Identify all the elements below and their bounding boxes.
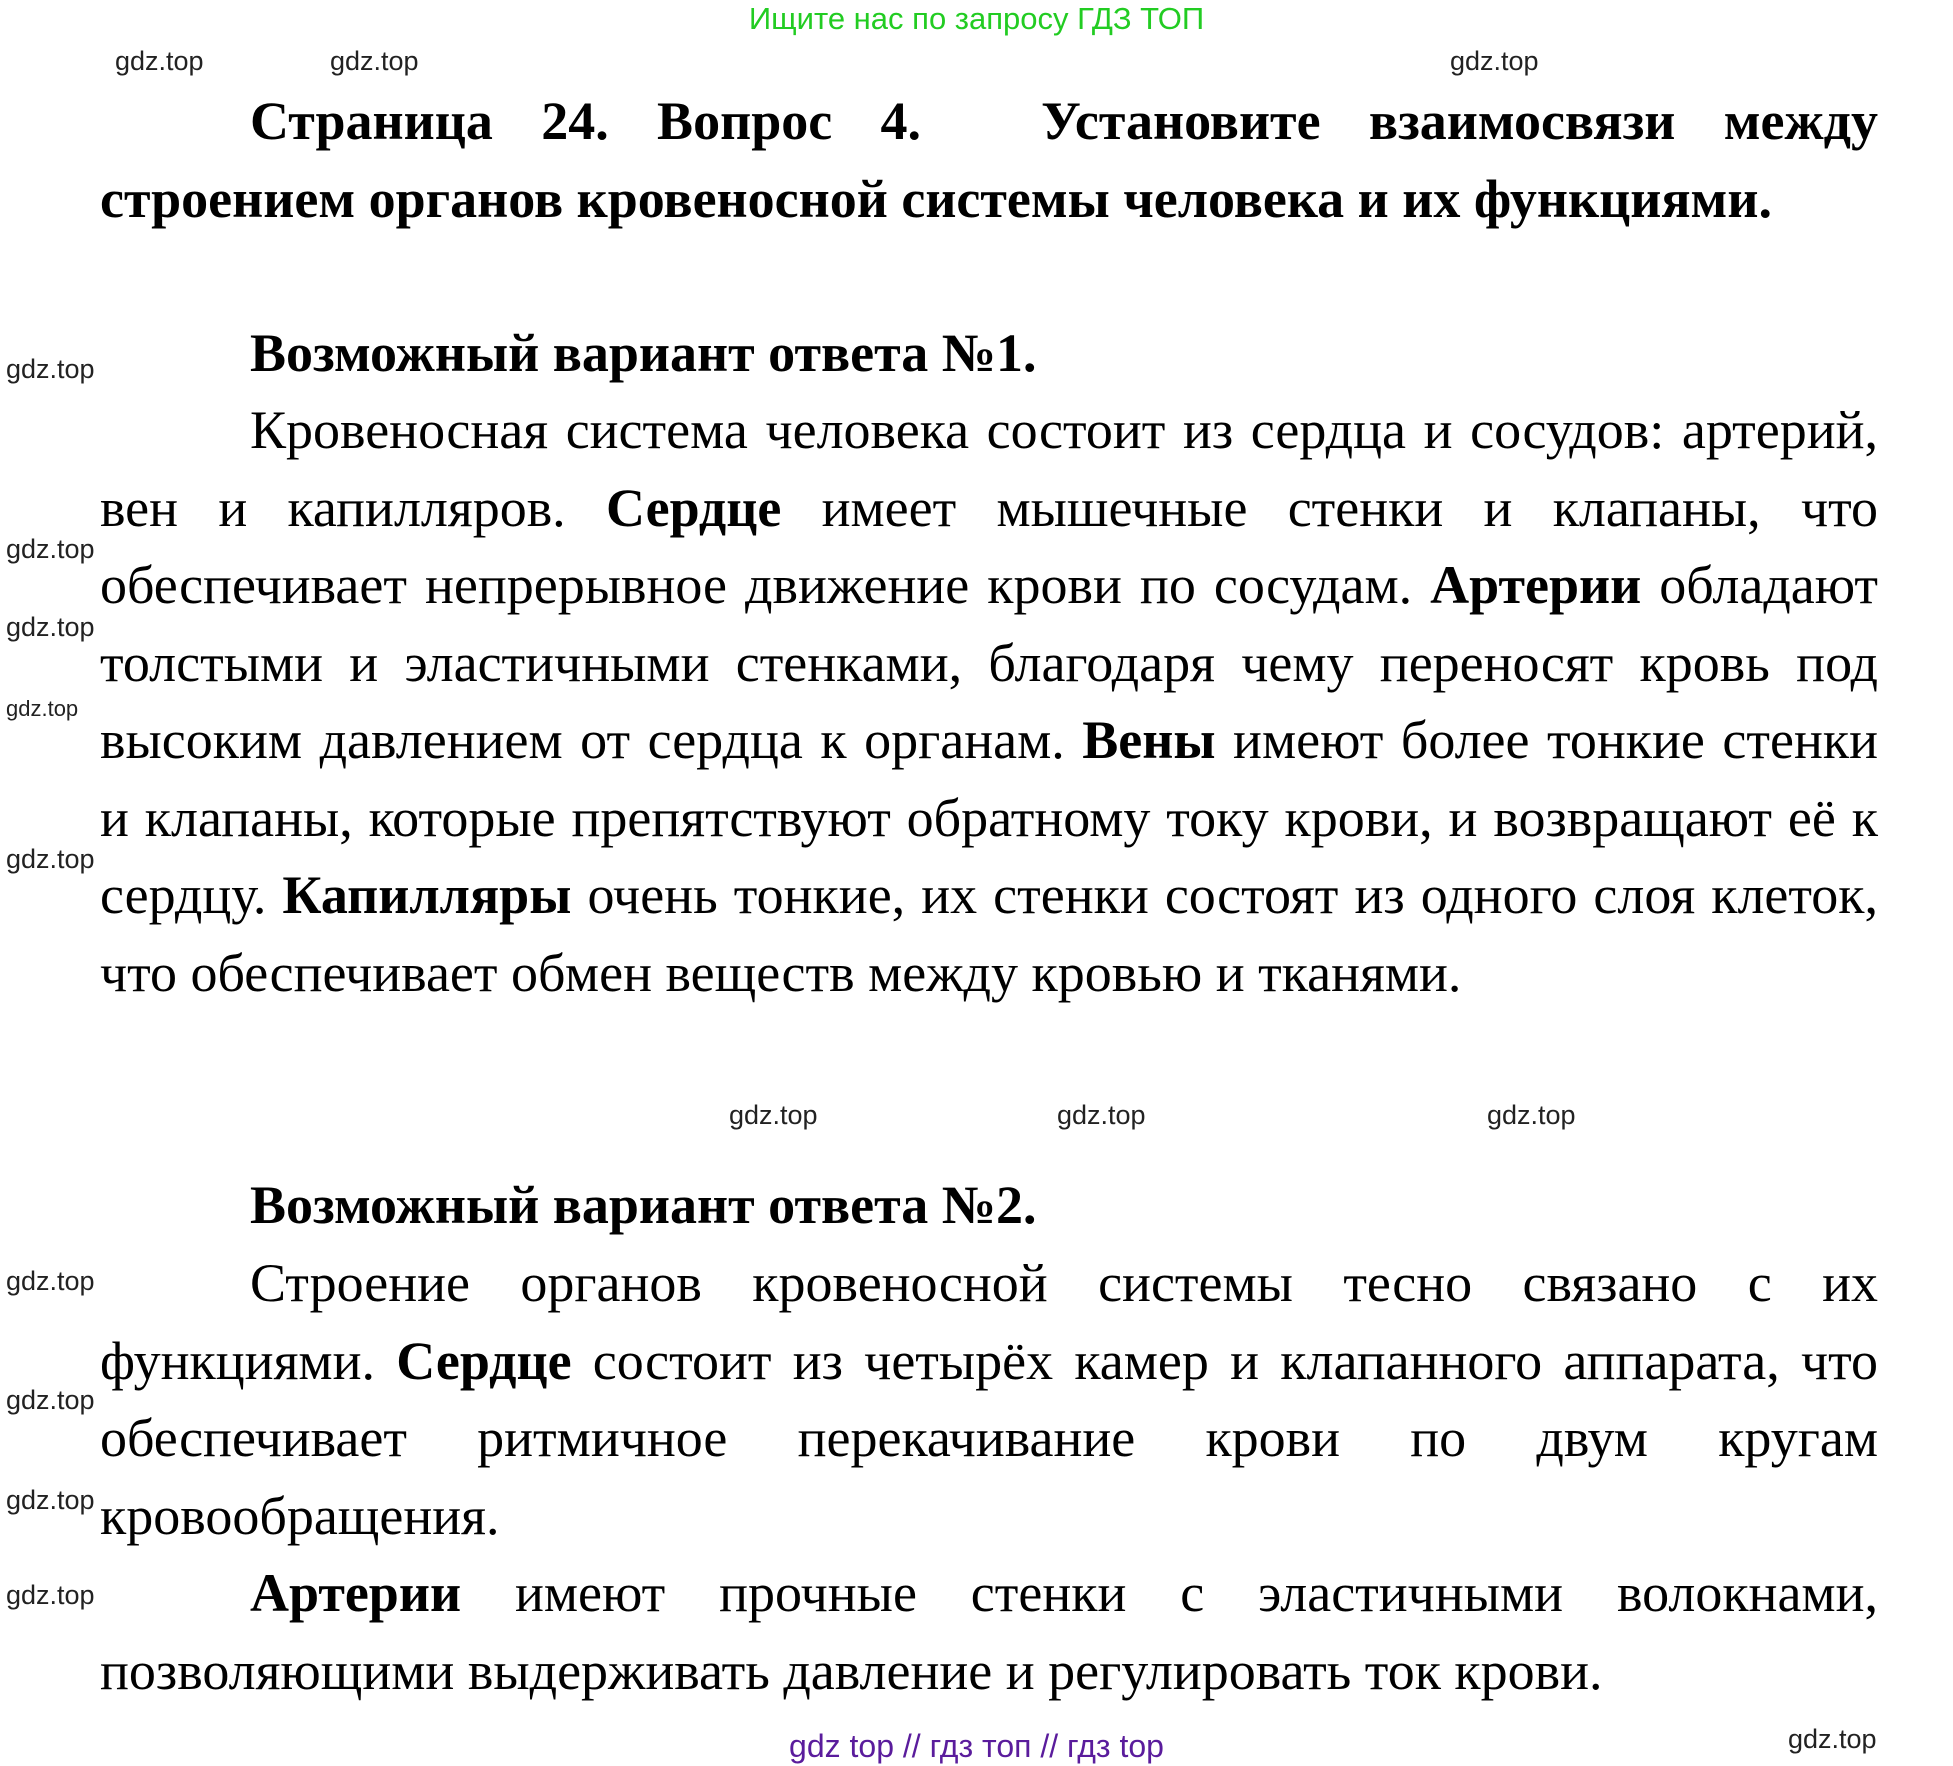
watermark: gdz.top — [330, 46, 419, 76]
answer1-heading: Возможный вариант ответа №1. — [250, 323, 1037, 383]
text: очень тонкие, их стенки состоят из одного слоя клеток, что обеспечивает обмен веществ между кровью и тканями. — [100, 865, 1878, 1003]
text: обладают толстыми и эластичными стенками, благодаря чему переносят кровь под высоким давлением от сердца к органам. — [100, 555, 1878, 770]
watermark: gdz.top — [6, 1485, 95, 1515]
term-heart: Сердце — [605, 477, 782, 538]
watermark: gdz.top — [6, 844, 95, 874]
watermark: gdz.top — [6, 534, 95, 564]
footer-watermark: gdz top // гдз топ // гдз top — [789, 1728, 1164, 1764]
watermark: gdz.top — [6, 1580, 95, 1610]
answer1-paragraph — [100, 392, 1878, 1012]
text: Кровеносная система человека состоит из сердца и сосудов: артерий, вен и капилляров. — [100, 400, 1878, 538]
answer2-heading: Возможный вариант ответа №2. — [250, 1175, 1037, 1235]
watermark: gdz.top — [115, 46, 204, 76]
watermark: gdz.top — [1450, 46, 1539, 76]
watermark: gdz.top — [6, 612, 95, 642]
watermark: gdz.top — [6, 1266, 95, 1296]
text: имеют прочные стенки с эластичными волокнами, позволяющими выдерживать давление и регулировать ток крови. — [100, 1563, 1878, 1701]
search-banner: Ищите нас по запросу ГДЗ ТОП — [748, 1, 1205, 36]
watermark: gdz.top — [6, 354, 95, 384]
watermark: gdz.top — [1788, 1724, 1877, 1754]
text: имеют более тонкие стенки и клапаны, которые препятствуют обратному току крови, и возвращают её к сердцу. — [100, 710, 1878, 925]
term-arteries: Артерии — [1430, 555, 1642, 615]
question-text: Установите взаимосвязи между строением органов кровеносной системы человека и их функциями. — [100, 91, 1878, 229]
watermark: gdz.top — [6, 1385, 95, 1415]
question-title — [100, 83, 1878, 238]
answer2-paragraph-2 — [100, 1555, 1878, 1710]
text: состоит из четырёх камер и клапанного аппарата, что обеспечивает ритмичное перекачивание крови по двум кругам кровообращения. — [100, 1330, 1878, 1546]
watermark: gdz.top — [729, 1100, 818, 1130]
term-arteries: Артерии — [250, 1563, 462, 1623]
term-capillaries: Капилляры — [282, 865, 572, 925]
page-question-label: Страница 24. Вопрос 4. — [250, 91, 922, 151]
text: имеет мышечные стенки и клапаны, что обеспечивает непрерывное движение крови по сосудам. — [100, 477, 1878, 615]
term-veins: Вены — [1082, 710, 1216, 770]
answer2-paragraph-1 — [100, 1245, 1878, 1555]
text: Строение органов кровеносной системы тесно связано с их функциями. — [100, 1253, 1878, 1391]
watermark: gdz.top — [1057, 1100, 1146, 1130]
watermark: gdz.top — [1487, 1100, 1576, 1130]
watermark: gdz.top — [6, 696, 79, 721]
term-heart: Сердце — [396, 1330, 572, 1391]
